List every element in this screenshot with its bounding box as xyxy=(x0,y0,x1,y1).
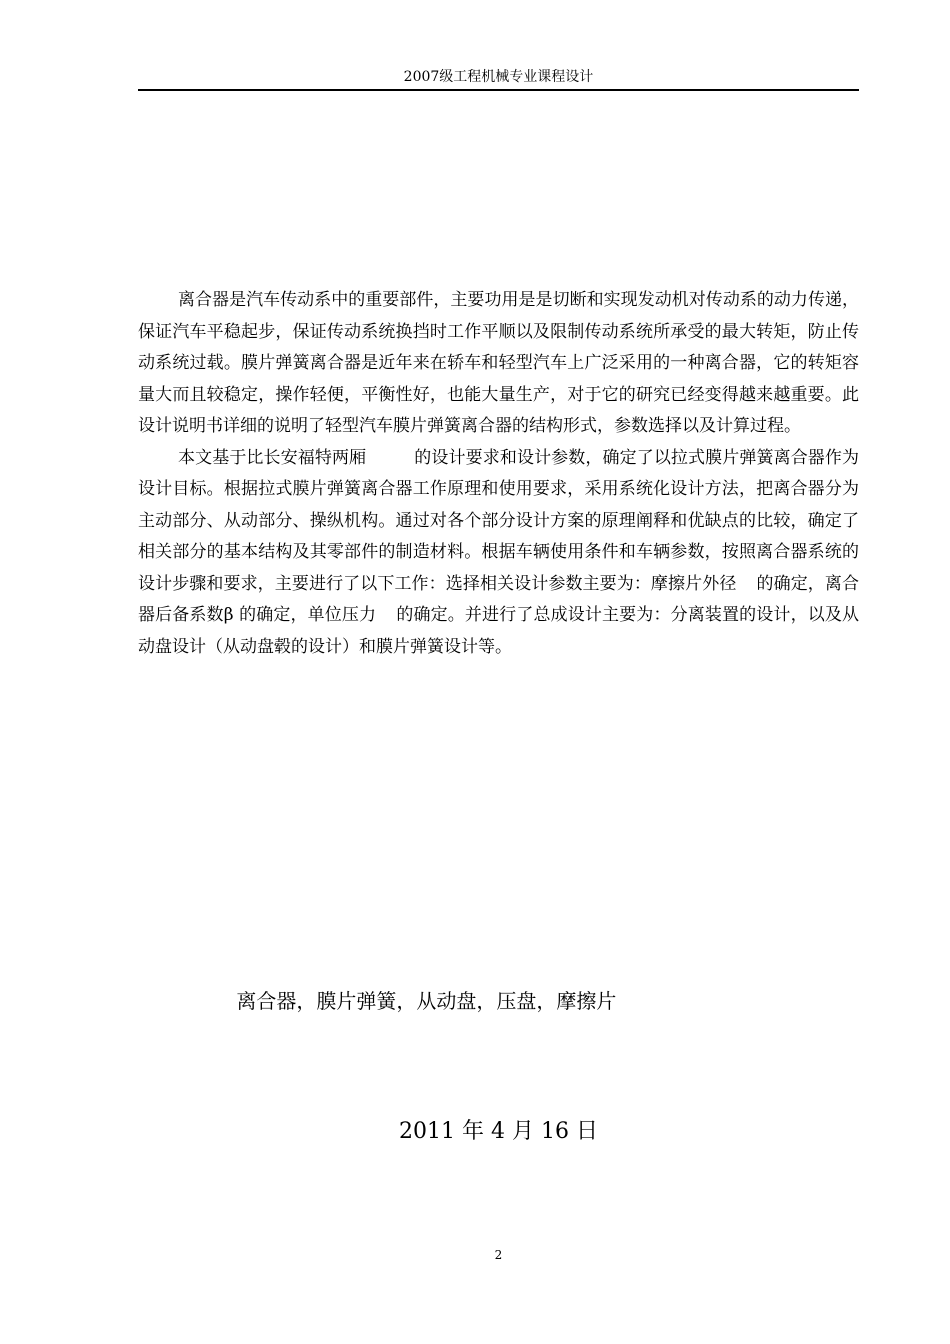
abstract-title xyxy=(138,212,859,240)
document-date: 2011 年 4 月 16 日 xyxy=(399,1119,598,1144)
abstract-paragraph-2-part-3: 的确定，离合器后备系数β 的确定，单位压力 xyxy=(138,573,860,625)
abstract-paragraph-1: 离合器是汽车传动系中的重要部件，主要功用是是切断和实现发动机对传动系的动力传递，保证汽车平稳起步，保证传动系统换挡时工作平顺以及限制传动系统所承受的最大转矩，防止传动系统过载。膜片弹簧离合器是近年来在轿车和轻型汽车上广泛采用的一种离合器，它的转矩容量大而且较稳定，操作轻便，平衡性好，也能大量生产，对于它的研究已经变得越来越重要。此设计说明书详细的说明了轻型汽车膜片弹簧离合器的结构形式，参数选择以及计算过程。 xyxy=(138,290,859,436)
page-header: 2007级工程机械专业课程设计 xyxy=(403,69,594,85)
abstract-paragraph-2-part-1: 本文基于比长安福特两厢 xyxy=(178,447,367,468)
abstract-body xyxy=(138,285,859,663)
abstract-paragraph-2-part-2: 的设计要求和设计参数，确定了以拉式膜片弹簧离合器作为设计目标。根据拉式膜片弹簧离合器工作原理和使用要求，采用系统化设计方法，把离合器分为主动部分、从动部分、操纵机构。通过对各个部分设计方案的原理阐释和优缺点的比较，确定了相关部分的基本结构及其零部件的制造材料。根据车辆使用条件和车辆参数，按照离合器系统的设计步骤和要求，主要进行了以下工作：选择相关设计参数主要为：摩擦片外径 xyxy=(138,447,860,594)
header-rule xyxy=(138,89,859,91)
keywords-text: 离合器，膜片弹簧，从动盘，压盘，摩擦片 xyxy=(236,989,617,1013)
abstract-paragraph-2 xyxy=(138,443,859,664)
page-number: 2 xyxy=(494,1248,503,1262)
keywords-line xyxy=(138,986,859,1016)
abstract-paragraph-2-part-4: 的确定。并进行了总成设计主要为：分离装置的设计，以及从动盘设计（从动盘毂的设计）和膜片弹簧设计等。 xyxy=(138,605,859,657)
